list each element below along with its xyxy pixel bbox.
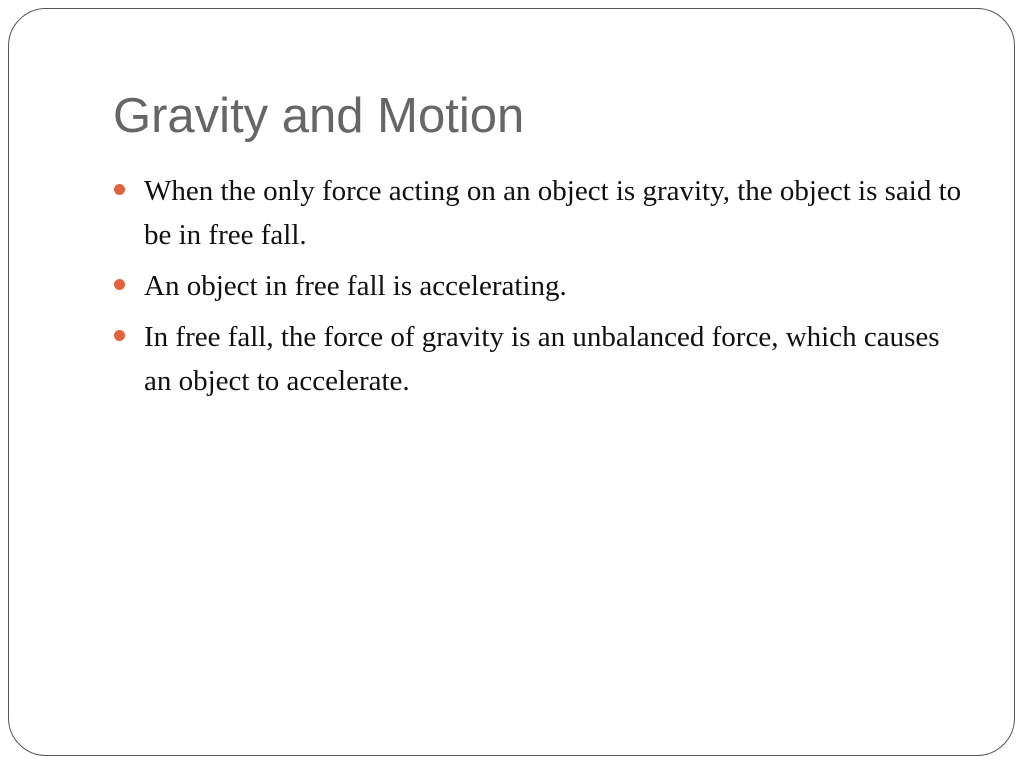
bullet-list xyxy=(113,169,973,410)
bullet-dot-icon xyxy=(114,279,125,290)
list-item xyxy=(113,264,973,308)
bullet-text: In free fall, the force of gravity is an unbalanced force, which causes an object to accelerate. xyxy=(144,321,940,397)
bullet-dot-icon xyxy=(114,330,125,341)
bullet-dot-icon xyxy=(114,184,125,195)
bullet-text: When the only force acting on an object is gravity, the object is said to be in free fall. xyxy=(144,175,962,251)
list-item xyxy=(113,315,973,403)
list-item xyxy=(113,169,973,257)
bullet-text: An object in free fall is accelerating. xyxy=(144,270,567,302)
slide-title: Gravity and Motion xyxy=(113,89,525,143)
